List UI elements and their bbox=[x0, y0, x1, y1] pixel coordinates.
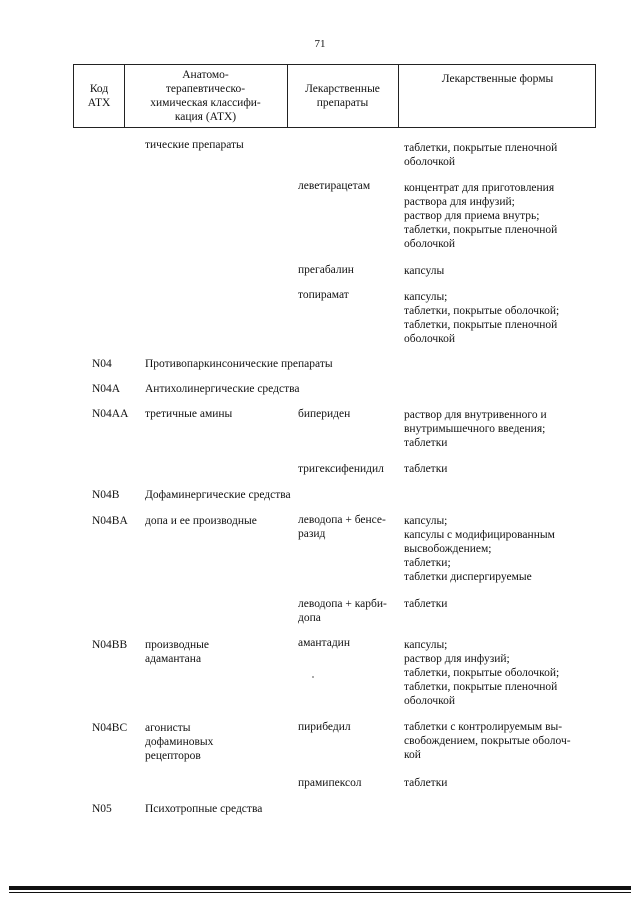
forms-cell bbox=[404, 776, 447, 790]
text-line: внутримышечного введения; bbox=[404, 423, 546, 435]
drug-cell bbox=[298, 597, 387, 625]
atc-code: N04AA bbox=[92, 408, 129, 420]
text-line: оболочкой bbox=[404, 333, 456, 345]
drug-cell bbox=[298, 720, 351, 734]
text-line: таблетки bbox=[404, 777, 448, 789]
text-line: таблетки с контролируемым вы- bbox=[404, 721, 563, 733]
text-line: рецепторов bbox=[145, 750, 201, 762]
drug-cell bbox=[298, 407, 350, 421]
classification-cell bbox=[145, 514, 257, 528]
text-line: таблетки bbox=[404, 598, 448, 610]
text-line: леводопа + карби- bbox=[298, 598, 387, 610]
text-line: раствор для внутривенного и bbox=[404, 409, 547, 421]
text-line: препараты bbox=[316, 97, 369, 109]
drug-cell bbox=[298, 288, 349, 302]
atc-code: N04B bbox=[92, 489, 120, 501]
classification-cell bbox=[145, 138, 244, 152]
text-line: тические препараты bbox=[145, 139, 244, 151]
group-title: Противопаркинсонические препараты bbox=[145, 358, 333, 370]
scan-speck bbox=[312, 676, 314, 678]
atc-code: N04BA bbox=[92, 515, 128, 527]
atc-code: N05 bbox=[92, 803, 112, 815]
forms-cell bbox=[404, 141, 557, 169]
text-line: таблетки, покрытые пленочной bbox=[404, 681, 558, 693]
text-line: допа и ее производные bbox=[145, 515, 257, 527]
classification-cell bbox=[145, 407, 232, 421]
forms-cell bbox=[404, 264, 444, 278]
text-line: Лекарственные формы bbox=[441, 73, 554, 85]
text-line: таблетки, покрытые оболочкой; bbox=[404, 667, 560, 679]
text-line: дофаминовых bbox=[145, 736, 214, 748]
header-classification bbox=[124, 65, 287, 127]
text-line: оболочкой bbox=[404, 238, 456, 250]
forms-cell bbox=[404, 597, 447, 611]
text-line: высвобождением; bbox=[404, 543, 492, 555]
text-line: производные bbox=[145, 639, 209, 651]
atc-code: N04BB bbox=[92, 639, 128, 651]
text-line: адамантана bbox=[145, 653, 202, 665]
text-line: таблетки, покрытые пленочной bbox=[404, 224, 558, 236]
text-line: таблетки bbox=[404, 463, 448, 475]
forms-cell bbox=[404, 514, 555, 584]
drug-cell bbox=[298, 513, 386, 541]
text-line: оболочкой bbox=[404, 695, 456, 707]
atc-code: N04A bbox=[92, 383, 121, 395]
text-line: раствор для инфузий; bbox=[404, 653, 510, 665]
forms-cell bbox=[404, 290, 559, 346]
text-line: раствор для приема внутрь; bbox=[404, 210, 540, 222]
header-code bbox=[74, 65, 124, 127]
group-title: Антихолинергические средства bbox=[145, 383, 300, 395]
text-line: Лекарственные bbox=[305, 83, 380, 95]
text-line: допа bbox=[298, 612, 321, 624]
group-title: Психотропные средства bbox=[145, 803, 263, 815]
text-line: Анатомо- bbox=[182, 69, 229, 81]
header-forms bbox=[398, 65, 597, 127]
text-line: таблетки; bbox=[404, 557, 451, 569]
forms-cell bbox=[404, 408, 547, 450]
drug-cell bbox=[298, 263, 354, 277]
text-line: топирамат bbox=[298, 289, 349, 301]
text-line: прегабалин bbox=[298, 264, 354, 276]
text-line: оболочкой bbox=[404, 156, 456, 168]
text-line: терапевтическо- bbox=[165, 83, 246, 95]
text-line: агонисты bbox=[145, 722, 191, 734]
text-line: капсулы с модифицированным bbox=[404, 529, 555, 541]
drug-cell bbox=[298, 776, 361, 790]
header-drugs bbox=[287, 65, 398, 127]
text-line: концентрат для приготовления bbox=[404, 182, 555, 194]
text-line: пирибедил bbox=[298, 721, 351, 733]
text-line: капсулы; bbox=[404, 639, 448, 651]
text-line: Код bbox=[89, 83, 109, 95]
text-line: амантадин bbox=[298, 637, 350, 649]
text-line: таблетки, покрытые оболочкой; bbox=[404, 305, 560, 317]
classification-cell bbox=[145, 721, 213, 763]
forms-cell bbox=[404, 181, 557, 251]
atc-code: N04BC bbox=[92, 722, 128, 734]
page-number: 71 bbox=[314, 38, 326, 50]
atc-code: N04 bbox=[92, 358, 112, 370]
drug-cell bbox=[298, 636, 350, 650]
group-title: Дофаминергические средства bbox=[145, 489, 291, 501]
text-line: таблетки, покрытые пленочной bbox=[404, 142, 558, 154]
text-line: кой bbox=[404, 749, 421, 761]
text-line: таблетки, покрытые пленочной bbox=[404, 319, 558, 331]
classification-cell bbox=[145, 638, 209, 666]
text-line: капсулы; bbox=[404, 515, 448, 527]
text-line: леводопа + бенсе- bbox=[298, 514, 386, 526]
drug-cell bbox=[298, 179, 370, 193]
text-line: таблетки bbox=[404, 437, 448, 449]
text-line: свобождением, покрытые оболоч- bbox=[404, 735, 571, 747]
text-line: третичные амины bbox=[145, 408, 233, 420]
forms-cell bbox=[404, 720, 571, 762]
text-line: тригексифенидил bbox=[298, 463, 384, 475]
text-line: леветирацетам bbox=[298, 180, 371, 192]
forms-cell bbox=[404, 462, 447, 476]
text-line: капсулы bbox=[404, 265, 445, 277]
text-line: таблетки диспергируемые bbox=[404, 571, 532, 583]
text-line: АТХ bbox=[87, 97, 111, 109]
table-header bbox=[73, 64, 596, 128]
text-line: прамипексол bbox=[298, 777, 362, 789]
text-line: капсулы; bbox=[404, 291, 448, 303]
forms-cell bbox=[404, 638, 559, 708]
text-line: раствора для инфузий; bbox=[404, 196, 515, 208]
footer-rule bbox=[9, 892, 631, 893]
text-line: разид bbox=[298, 528, 326, 540]
text-line: бипериден bbox=[298, 408, 351, 420]
text-line: кация (АТХ) bbox=[174, 111, 237, 123]
drug-cell bbox=[298, 462, 384, 476]
footer-rule bbox=[9, 886, 631, 890]
text-line: химическая классифи- bbox=[150, 97, 261, 109]
